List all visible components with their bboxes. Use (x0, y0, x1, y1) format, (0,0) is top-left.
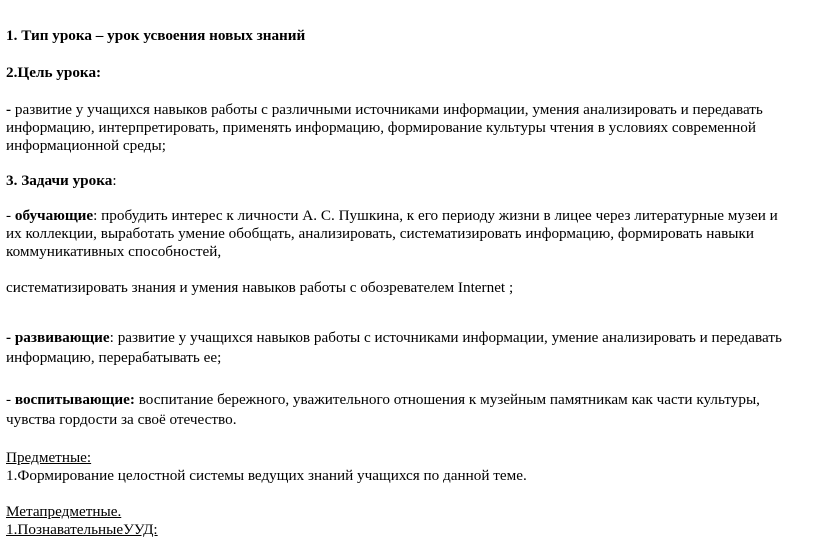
teaching-line-2: их коллекции, выработать умение обобщать, анализировать, систематизировать информацию, формировать навыки (6, 225, 755, 242)
teaching-dash: - (6, 207, 15, 224)
tasks-title: 3. Задачи урока (6, 172, 113, 189)
goal-line-2: информацию, интерпретировать, применять информацию, формирование культуры чтения в условиях современной (6, 119, 757, 136)
lesson-type-heading: 1. Тип урока – урок усвоения новых знаний (6, 27, 306, 44)
metasubject-results-item: 1.ПознавательныеУУД: (6, 521, 158, 538)
goal-line-3: информационной среды; (6, 137, 166, 154)
developing-line-1 (6, 329, 782, 347)
lesson-goal-heading: 2.Цель урока: (6, 64, 102, 81)
upbringing-dash: - (6, 391, 15, 408)
goal-dash: - (6, 101, 15, 118)
subject-results-item: 1.Формирование целостной системы ведущих знаний учащихся по данной теме. (6, 467, 527, 484)
upbringing-label: воспитывающие: (14, 391, 135, 408)
developing-label: - развивающие (6, 329, 110, 346)
developing-line-2: информацию, перерабатывать ее; (6, 349, 222, 366)
teaching-extra-line: систематизировать знания и умения навыков работы с обозревателем Internet ; (6, 279, 514, 296)
developing-text-1: : развитие у учащихся навыков работы с источниками информации, умение анализировать и передавать (109, 329, 782, 346)
teaching-text-1: : пробудить интерес к личности А. С. Пушкина, к его периоду жизни в лицее через литературные музеи и (93, 207, 778, 224)
tasks-colon: : (112, 172, 117, 189)
teaching-label: обучающие (14, 207, 94, 224)
goal-text-1: развитие у учащихся навыков работы с различными источниками информации, умения анализировать и передавать (14, 101, 763, 118)
upbringing-line-2: чувства гордости за своё отечество. (6, 411, 237, 428)
goal-line-1 (6, 101, 763, 119)
upbringing-line-1 (6, 391, 760, 409)
teaching-line-3: коммуникативных способностей, (6, 243, 222, 260)
subject-results-title: Предметные: (6, 449, 92, 466)
upbringing-text-1: воспитание бережного, уважительного отношения к музейным памятникам как части культуры, (134, 391, 760, 408)
metasubject-results-title: Метапредметные. (6, 503, 122, 520)
teaching-line-1 (6, 207, 778, 225)
lesson-tasks-heading (6, 172, 117, 190)
